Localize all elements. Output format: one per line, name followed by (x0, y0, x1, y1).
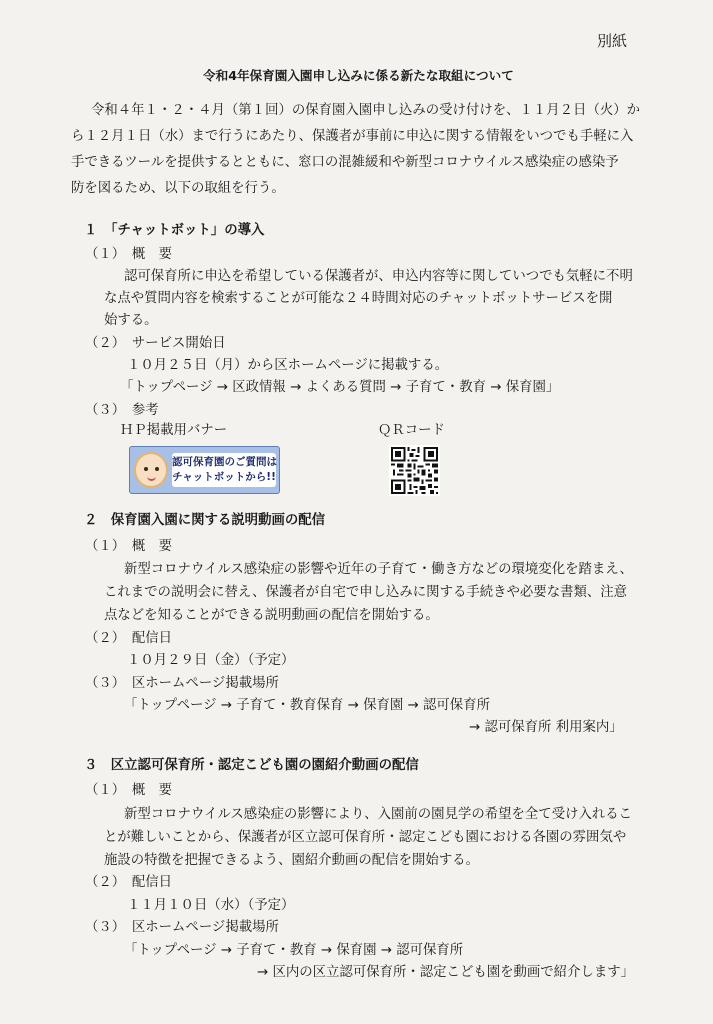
banner-text-line-2: チャットボットから!! (172, 471, 276, 483)
section3-overview-line-2: とが難しいことから、保護者が区立認可保育所・認定こども園における各園の雰囲気や (104, 830, 627, 845)
section2-date-line: １０月２９日（金）（予定） (127, 653, 295, 668)
section2-date-label: （２） 配信日 (85, 631, 173, 646)
section1-heading: １ 「チャットボット」の導入 (84, 223, 265, 238)
qr-code-icon[interactable] (389, 445, 440, 496)
section2-overview-line-2: これまでの説明会に替え、保護者が自宅で申し込みに関する手続きや必要な書類、注意 (104, 585, 628, 600)
section1-start-label: （２） サービス開始日 (85, 336, 226, 351)
intro-line-3: 手できるツールを提供するとともに、窓口の混雑緩和や新型コロナウイルス感染症の感染予 (71, 155, 619, 170)
section2-overview-label: （１） 概 要 (85, 539, 173, 554)
section2-place-label: （３） 区ホームページ掲載場所 (85, 676, 279, 691)
banner-text (172, 453, 276, 487)
section3-path-line-2: → 区内の区立認可保育所・認定こども園を動画で紹介します」 (257, 965, 635, 980)
intro-line-2: ら１２月１日（水）まで行うにあたり、保護者が事前に申込に関する情報をいつでも手軽に入 (71, 129, 634, 144)
chatbot-banner[interactable] (129, 446, 280, 494)
banner-text-line-1: 認可保育園のご質問は (172, 456, 277, 468)
section2-path-line-2: → 認可保育所 利用案内」 (469, 720, 623, 735)
section1-overview-label: （１） 概 要 (85, 247, 173, 262)
intro-line-1: 令和４年１・２・４月（第１回）の保育園入園申し込みの受け付けを、１１月２日（火）か (91, 103, 641, 118)
section3-place-label: （３） 区ホームページ掲載場所 (85, 920, 279, 935)
qr-caption: ＱＲコード (378, 423, 445, 438)
section1-overview-line-2: な点や質問内容を検索することが可能な２４時間対応のチャットボットサービスを開 (104, 291, 613, 306)
section1-ref-label: （３） 参考 (85, 403, 159, 418)
section1-overview-line-3: 始する。 (104, 313, 158, 328)
intro-line-4: 防を図るため、以下の取組を行う。 (71, 181, 285, 196)
banner-caption: ＨＰ掲載用バナー (120, 423, 228, 438)
section1-overview-line-1: 認可保育所に申込を希望している保護者が、申込内容等に関していつでも気軽に不明 (124, 269, 633, 284)
section3-heading: ３ 区立認可保育所・認定こども園の園紹介動画の配信 (84, 758, 419, 773)
section3-overview-line-1: 新型コロナウイルス感染症の影響により、入園前の園見学の希望を全て受け入れるこ (124, 807, 633, 822)
page-title: 令和4年保育園入園申し込みに係る新たな取組について (203, 68, 514, 83)
section3-path-line-1: 「トップページ → 子育て・教育 → 保育園 → 認可保育所 (124, 943, 464, 958)
section2-overview-line-3: 点などを知ることができる説明動画の配信を開始する。 (104, 608, 439, 623)
attachment-label: 別紙 (597, 32, 628, 50)
section2-path-line-1: 「トップページ → 子育て・教育保育 → 保育園 → 認可保育所 (124, 698, 490, 713)
section2-heading: ２ 保育園入園に関する説明動画の配信 (84, 513, 326, 528)
baby-face-icon (134, 452, 168, 488)
section2-overview-line-1: 新型コロナウイルス感染症の影響や近年の子育て・働き方などの環境変化を踏まえ、 (124, 562, 633, 577)
section1-start-line: １０月２５日（月）から区ホームページに掲載する。 (127, 358, 449, 373)
section1-path-line: 「トップページ → 区政情報 → よくある質問 → 子育て・教育 → 保育園」 (120, 380, 560, 395)
section3-overview-line-3: 施設の特徴を把握できるよう、園紹介動画の配信を開始する。 (104, 853, 479, 868)
section3-date-line: １１月１０日（水）（予定） (127, 898, 295, 913)
section3-overview-label: （１） 概 要 (85, 783, 173, 798)
section3-date-label: （２） 配信日 (85, 875, 173, 890)
